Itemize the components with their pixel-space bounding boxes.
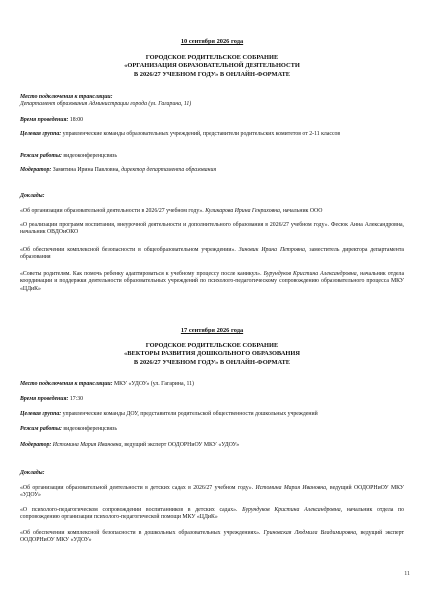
- section1-date: 10 сентября 2026 года: [180, 38, 244, 45]
- section1-time: [20, 117, 404, 124]
- section2-time: [20, 396, 404, 403]
- section1-place: [20, 94, 404, 109]
- moderator-name: Истомина Мария Ивановна,: [52, 442, 123, 448]
- place-label: Место подключения к трансляции:: [20, 381, 113, 387]
- section1-title-line: «ОРГАНИЗАЦИЯ ОБРАЗОВАТЕЛЬНОЙ ДЕЯТЕЛЬНОСТИ: [124, 62, 300, 70]
- section1-title-line: В 2026/27 УЧЕБНОМ ГОДУ» В ОНЛАЙН-ФОРМАТЕ: [133, 70, 291, 78]
- place-value: Департамент образования Администрации города (ул. Гагарина, 11): [20, 101, 192, 108]
- section2-report-2: [20, 507, 404, 522]
- time-value: 17:30: [69, 396, 84, 402]
- section2-report-1: [20, 485, 404, 500]
- report-speaker: Куликарова Ирина Генриховна,: [205, 208, 282, 214]
- section1-group: [20, 131, 404, 138]
- section2-title: [20, 342, 404, 367]
- time-label: Время проведения:: [20, 396, 69, 402]
- section2-group: [20, 411, 404, 418]
- report-text: «Советы родителям. Как помочь ребенку адаптироваться к учебному процессу после каникул».: [20, 271, 262, 277]
- report-speaker: Истомина Мария Ивановна,: [255, 485, 328, 491]
- report-role: заместитель директора департамента образования: [20, 247, 405, 261]
- report-text: «Об обеспечении комплексной безопасности в общеобразовательном учреждении».: [20, 247, 236, 253]
- section1-report-4: [20, 271, 404, 293]
- report-speaker: Гриновская Людмила Владимировна,: [263, 530, 358, 536]
- section1-title: [20, 54, 404, 79]
- report-speaker: Бурундуков Кристина Александровна,: [263, 271, 359, 277]
- mode-value: видеоконференцсвязь: [63, 153, 117, 159]
- report-speaker: Зиновик Ирина Петровна,: [238, 247, 307, 253]
- report-role: ведущий эксперт ООДОРНиОУ МКУ «УДОУ»: [20, 530, 404, 544]
- section1-title-line: ГОРОДСКОЕ РОДИТЕЛЬСКОЕ СОБРАНИЕ: [145, 54, 279, 61]
- report-speaker: Фесюк Анна Александровна, начальник ОВДОиОКО: [20, 222, 404, 236]
- section1-moderator: [20, 167, 404, 174]
- group-value: управленческие команды ДОУ, представители родительской общественности дошкольных учреждений: [62, 411, 318, 417]
- mode-value: видеоконференцсвязь: [63, 426, 117, 432]
- section1-report-2: [20, 222, 404, 237]
- section2-date: 17 сентября 2026 года: [180, 327, 244, 334]
- mode-label: Режим работы:: [20, 426, 62, 432]
- report-role: начальник отдела координации и поддержки деятельности образовательных учреждений по психолого-педагогическому сопровождению образовательного процесса МКУ «ЦДиК»: [20, 271, 405, 292]
- page-number: 11: [404, 571, 410, 577]
- group-label: Целевая группа:: [20, 131, 62, 137]
- report-role: ведущий ООДОРНиОУ МКУ «УДОУ»: [20, 485, 405, 499]
- section2-title-line: ГОРОДСКОЕ РОДИТЕЛЬСКОЕ СОБРАНИЕ: [145, 342, 279, 349]
- time-value: 18:00: [69, 117, 84, 123]
- section2-place: [20, 381, 404, 388]
- section2-mode: [20, 426, 404, 433]
- moderator-role: директор департамента образования: [121, 167, 217, 173]
- section2-title-line: В 2026/27 УЧЕБНОМ ГОДУ» В ОНЛАЙН-ФОРМАТЕ: [133, 358, 291, 366]
- section1-mode: [20, 153, 404, 160]
- report-role: начальник ООО: [282, 208, 323, 214]
- report-text: «О реализации программ воспитания, внеурочной деятельности и дополнительного образования в 2026/27 учебном году».: [20, 222, 329, 228]
- place-value: МКУ «УДОУ» (ул. Гагарина, 11): [114, 381, 194, 387]
- section2-title-line: «ВЕКТОРЫ РАЗВИТИЯ ДОШКОЛЬНОГО ОБРАЗОВАНИЯ: [124, 350, 300, 358]
- section2-reports-label: Доклады:: [20, 470, 45, 476]
- section2-report-3: [20, 530, 404, 545]
- section1-report-1: [20, 208, 404, 215]
- group-label: Целевая группа:: [20, 411, 62, 417]
- report-text: «О психолого-педагогическом сопровождении воспитанников в детских садах».: [20, 507, 238, 513]
- group-value: управленческие команды образовательных учреждений, представители родительских комитетов от 2-11 классов: [62, 131, 341, 137]
- report-text: «Об организации образовательной деятельности в детских садах в 2026/27 учебном году».: [20, 485, 254, 491]
- report-role: начальник отдела по сопровождению организации психолого-педагогической помощи МКУ «ЦДиК»: [20, 507, 404, 521]
- section2-moderator: [20, 442, 404, 449]
- report-text: «Об организации образовательной деятельности в 2026/27 учебном году».: [20, 208, 204, 214]
- moderator-label: Модератор:: [20, 442, 52, 448]
- moderator-name: Замятина Ирина Павловна,: [52, 167, 120, 173]
- place-label: Место подключения к трансляции:: [20, 94, 113, 100]
- report-text: «Об обеспечении комплексной безопасности в дошкольных образовательных учреждениях».: [20, 530, 261, 536]
- report-speaker: Бурундуков Кристина Александровна,: [242, 507, 343, 513]
- moderator-label: Модератор:: [20, 167, 52, 173]
- section1-reports-label: Доклады:: [20, 193, 45, 199]
- mode-label: Режим работы:: [20, 153, 62, 159]
- time-label: Время проведения:: [20, 117, 69, 123]
- section1-report-3: [20, 247, 404, 262]
- moderator-role: ведущий эксперт ООДОРНиОУ МКУ «УДОУ»: [124, 442, 240, 448]
